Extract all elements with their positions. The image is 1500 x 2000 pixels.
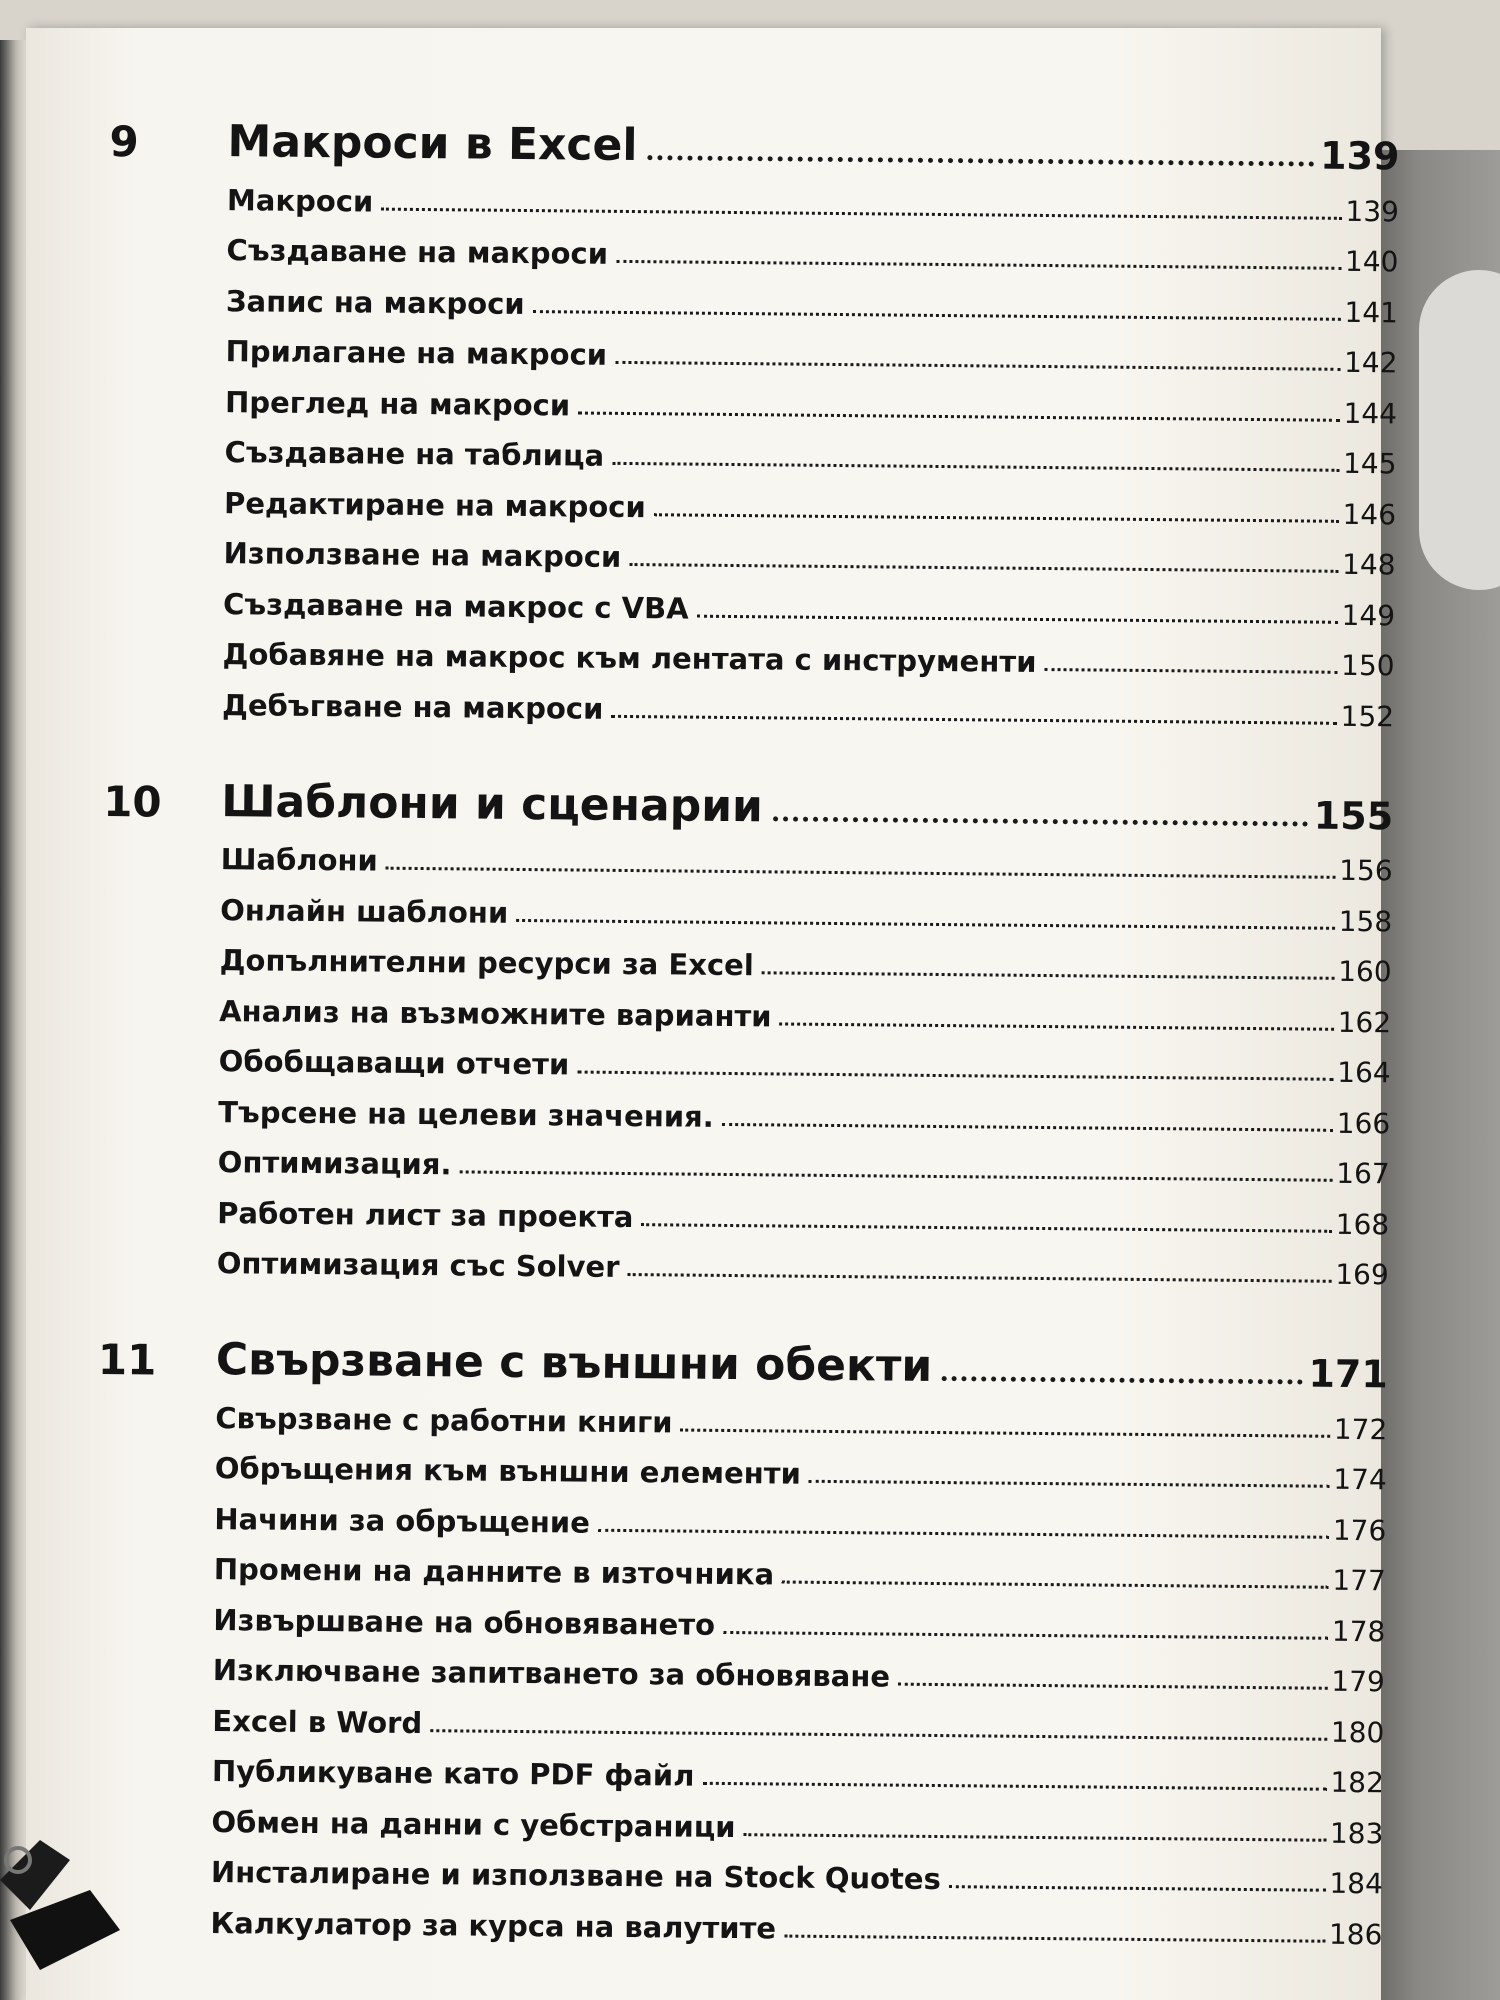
entry-page-number: 146: [1342, 497, 1397, 531]
book-spine-left: [0, 40, 26, 2000]
entry-page-number: 160: [1338, 954, 1392, 989]
dot-leader: [780, 1022, 1334, 1030]
entry-title: Преглед на макроси: [224, 384, 571, 422]
entry-title: Изключване запитването за обновяване: [212, 1653, 891, 1694]
dot-leader: [627, 1273, 1331, 1283]
entry-page-number: 158: [1338, 904, 1393, 938]
entry-page-number: 183: [1329, 1816, 1384, 1850]
entry-title: Търсене на целеви значения.: [218, 1094, 714, 1134]
dot-leader: [722, 1122, 1333, 1131]
chapter-heading: [97, 1313, 1389, 1397]
dot-leader: [744, 1833, 1326, 1842]
entry-page-number: 145: [1342, 446, 1397, 481]
entry-title: Прилагане на макроси: [225, 334, 608, 372]
entry-title: Използване на макроси: [223, 536, 622, 574]
entry-page-number: 152: [1340, 699, 1395, 733]
chapter-section: [99, 754, 1394, 1292]
entry-title: Извършване на обновяването: [213, 1602, 716, 1642]
chapter-title: Свързване с външни обекти: [215, 1334, 933, 1392]
entry-page-number: 178: [1331, 1614, 1386, 1648]
entry-page-number: 140: [1344, 244, 1399, 279]
dot-leader: [681, 1428, 1330, 1437]
dot-leader: [616, 260, 1341, 270]
adjacent-page: [1381, 150, 1500, 2000]
dot-leader: [702, 1782, 1326, 1791]
entry-title: Макроси: [226, 182, 374, 219]
entry-page-number: 172: [1333, 1412, 1388, 1446]
entry-page-number: 186: [1328, 1917, 1383, 1951]
entry-page-number: 167: [1336, 1156, 1390, 1191]
entry-title: Свързване с работни книги: [215, 1400, 673, 1439]
entry-title: Excel в Word: [212, 1703, 423, 1740]
chapter-page-number: 155: [1313, 793, 1394, 838]
dot-leader: [784, 1934, 1325, 1942]
entry-title: Създаване на таблица: [224, 435, 605, 473]
chapter-heading: [109, 95, 1400, 179]
dot-leader: [809, 1480, 1329, 1488]
entry-page-number: 162: [1337, 1005, 1392, 1039]
entry-title: Анализ на възможните варианти: [219, 993, 772, 1033]
entry-title: Публикуване като PDF файл: [211, 1754, 695, 1793]
entry-page-number: 144: [1343, 396, 1398, 430]
entry-title: Редактиране на макроси: [223, 485, 646, 524]
entry-page-number: 177: [1332, 1563, 1386, 1598]
entry-page-number: 179: [1331, 1664, 1385, 1699]
chapter-number: 11: [97, 1334, 157, 1385]
dot-leader: [1044, 668, 1337, 674]
entry-page-number: 148: [1341, 547, 1396, 582]
entry-page-number: 168: [1335, 1207, 1390, 1241]
dot-leader: [654, 513, 1339, 523]
entry-title: Създаване на макроси: [226, 233, 609, 271]
dot-leader: [641, 1223, 1331, 1233]
dot-leader: [612, 462, 1339, 472]
entry-title: Шаблони: [220, 842, 378, 878]
dot-leader: [898, 1683, 1327, 1690]
dot-leader: [647, 155, 1314, 166]
entry-page-number: 166: [1336, 1106, 1391, 1140]
dot-leader: [629, 563, 1338, 573]
entry-title: Онлайн шаблони: [220, 892, 509, 930]
dot-leader: [578, 411, 1339, 421]
dot-leader: [723, 1630, 1328, 1639]
entry-page-number: 141: [1344, 295, 1399, 329]
entry-title: Оптимизация.: [217, 1145, 452, 1182]
chapter-number: 10: [102, 776, 162, 827]
dot-leader: [697, 614, 1338, 623]
entry-title: Начини за обръщение: [214, 1501, 591, 1540]
dot-leader: [949, 1885, 1326, 1892]
entry-page-number: 184: [1329, 1866, 1384, 1901]
entry-page-number: 150: [1340, 648, 1395, 683]
dot-leader: [577, 1071, 1333, 1081]
entry-title: Запис на макроси: [225, 283, 525, 321]
entry-page-number: 169: [1335, 1257, 1389, 1292]
entry-page-number: 142: [1343, 345, 1398, 380]
dot-leader: [611, 714, 1336, 724]
table-of-contents: [92, 95, 1400, 1985]
entry-title: Оптимизация със Solver: [216, 1246, 620, 1284]
entry-title: Обръщения към външни елементи: [214, 1451, 802, 1491]
chapter-section: [104, 95, 1400, 731]
chapter-page-number: 171: [1308, 1351, 1388, 1397]
page-illustration: [1419, 270, 1500, 590]
dot-leader: [533, 310, 1341, 321]
entry-title: Създаване на макрос с VBA: [222, 586, 689, 626]
dot-leader: [782, 1581, 1328, 1589]
dot-leader: [615, 361, 1340, 371]
entry-title: Калкулатор за курса на валутите: [210, 1905, 777, 1945]
entry-page-number: 182: [1330, 1765, 1385, 1800]
entry-title: Обмен на данни с уебстраници: [211, 1804, 736, 1844]
chapter-section: [92, 1313, 1388, 1949]
chapter-number: 9: [109, 116, 140, 167]
entry-title: Промени на данните в източника: [213, 1552, 775, 1592]
chapter-heading: [102, 754, 1394, 838]
entry-title: Допълнителни ресурси за Excel: [219, 943, 754, 983]
entry-title: Обобщаващи отчети: [218, 1044, 570, 1082]
entry-title: Инсталиране и използване на Stock Quotes: [210, 1855, 941, 1897]
dot-leader: [598, 1528, 1329, 1538]
chapter-page-number: 139: [1319, 133, 1400, 179]
chapter-title: Макроси в Excel: [227, 116, 638, 172]
dot-leader: [942, 1376, 1302, 1384]
entry-title: Работен лист за проекта: [217, 1195, 634, 1234]
entry-page-number: 149: [1341, 598, 1396, 632]
entry-page-number: 139: [1345, 194, 1400, 228]
entry-page-number: 176: [1332, 1513, 1387, 1547]
entry-page-number: 164: [1337, 1055, 1391, 1090]
entry-page-number: 156: [1339, 853, 1393, 888]
entry-title: Добавяне на макрос към лентата с инструменти: [222, 637, 1037, 679]
entry-title: Дебъгване на макроси: [221, 687, 604, 726]
chapter-title: Шаблони и сценарии: [220, 775, 764, 832]
entry-page-number: 174: [1333, 1462, 1387, 1497]
dot-leader: [773, 816, 1308, 826]
dot-leader: [762, 971, 1334, 979]
entry-page-number: 180: [1330, 1715, 1385, 1749]
